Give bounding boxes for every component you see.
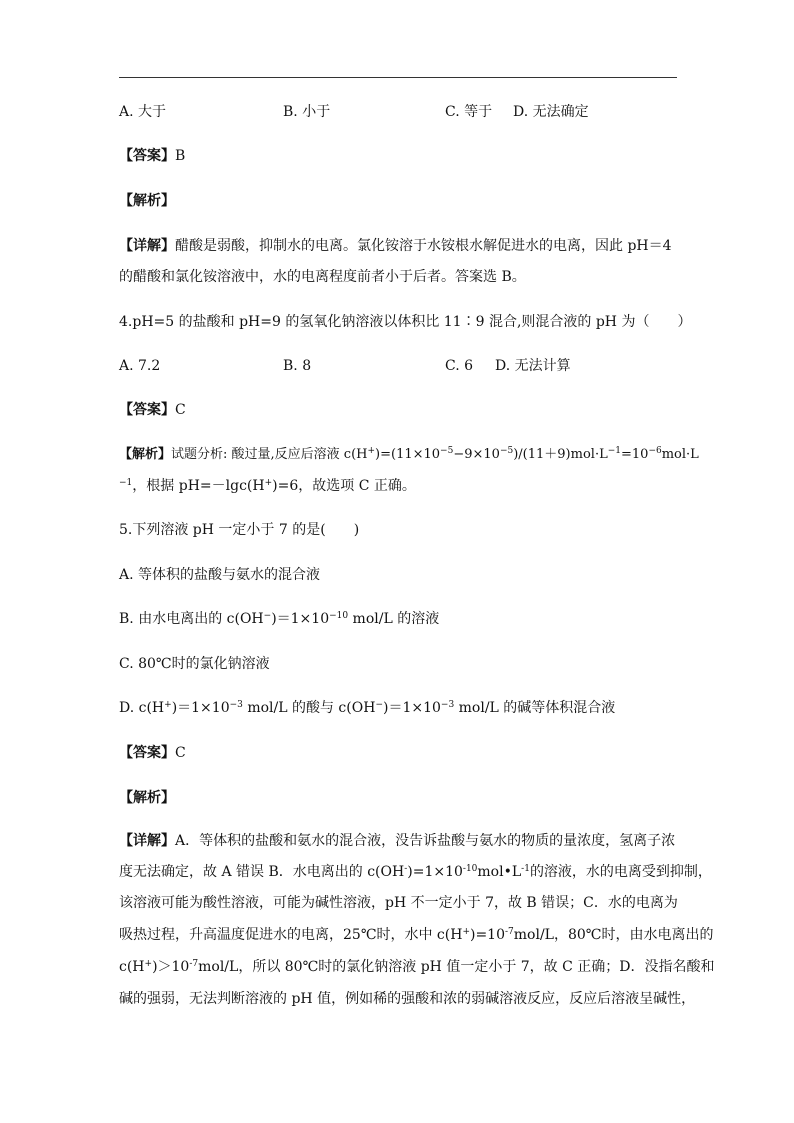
answer-value: B	[175, 148, 186, 164]
text: 试题分析: 酸过量,反应后溶液 c(H	[171, 447, 368, 462]
sup: -7	[505, 927, 514, 937]
sup: −6	[648, 446, 662, 456]
text: B. 由水电离出的 c(OH	[119, 611, 264, 627]
sup: -1	[521, 864, 530, 874]
q5-detail-line3: 该溶液可能为酸性溶液，可能为碱性溶液，pH 不一定小于 7，故 B 错误；C．水的电离为	[119, 895, 678, 911]
text: )=10	[469, 927, 505, 943]
sup: −5	[499, 446, 514, 456]
q5-stem: 5.下列溶液 pH 一定小于 7 的是( )	[119, 522, 360, 538]
detail-label: 【详解】	[119, 833, 175, 849]
sup: −3	[440, 700, 455, 710]
text: )=1×10	[407, 864, 463, 880]
sup: +	[367, 446, 376, 456]
text: mol/L 的溶液	[348, 611, 440, 627]
q4-stem: 4.pH=5 的盐酸和 pH=9 的氢氧化钠溶液以体积比 11∶9 混合,则混合液的 pH 为（ ）	[119, 314, 692, 330]
q3-answer	[119, 147, 185, 165]
q5-answer	[119, 744, 186, 762]
q4-option-d: D. 无法计算	[495, 358, 571, 374]
q4-option-c: C. 6	[445, 358, 474, 374]
q4-options	[119, 357, 679, 375]
q5-detail-line6: 碱的强弱，无法判断溶液的 pH 值，例如稀的强酸和浓的弱碱溶液反应，反应后溶液呈碱性，	[119, 991, 696, 1007]
analysis-label: 【解析】	[119, 447, 172, 462]
sup: −3	[229, 700, 243, 710]
q3-options	[119, 103, 679, 121]
answer-value: C	[175, 745, 186, 761]
q3-analysis-label: 【解析】	[119, 193, 175, 209]
q4-analysis-line2	[119, 477, 416, 495]
sup: +	[462, 927, 470, 937]
text: )＝1×10	[382, 700, 441, 716]
q3-detail-line1	[119, 237, 672, 255]
detail-text: 醋酸是弱酸，抑制水的电离。氯化铵溶于水铵根水解促进水的电离，因此 pH＝4	[175, 238, 672, 254]
q5-detail-line2	[119, 863, 712, 881]
text: )＞10	[152, 959, 190, 975]
q4-option-a: A. 7.2	[119, 358, 161, 374]
text: =10	[621, 447, 649, 462]
sup: +	[164, 700, 172, 710]
q5-option-c: C. 80℃时的氯化钠溶液	[119, 656, 270, 672]
text: A．等体积的盐酸和氨水的混合液，没告诉盐酸与氨水的物质的量浓度，氢离子浓	[175, 833, 676, 849]
answer-value: C	[175, 402, 186, 418]
sup: -7	[189, 959, 199, 969]
sup: −10	[329, 611, 349, 621]
q3-option-c: C. 等于	[445, 104, 493, 120]
q3-option-d: D. 无法确定	[513, 104, 589, 120]
answer-label: 【答案】	[119, 148, 175, 164]
q5-detail-line1	[119, 832, 675, 850]
text: ，根据 pH=－lgc(H	[132, 478, 265, 494]
text: mol/L 的酸与 c(OH	[242, 700, 376, 716]
q5-detail-line4	[119, 926, 713, 944]
text: )=(11×10	[375, 447, 441, 462]
text: mol/L，80℃时，由水电离出的	[513, 927, 714, 943]
text: 吸热过程，升高温度促进水的电离，25℃时，水中 c(H	[119, 927, 463, 943]
q3-option-a: A. 大于	[119, 104, 167, 120]
q5-option-d	[119, 699, 615, 717]
sup: −	[263, 611, 272, 621]
q5-option-b	[119, 610, 439, 628]
sup: +	[144, 959, 153, 969]
q4-analysis-line1	[119, 446, 699, 464]
sup: −5	[440, 446, 454, 456]
text: D. c(H	[119, 700, 165, 716]
text: 度无法确定，故 A 错误 B．水电离出的 c(OH	[119, 864, 405, 880]
sup: −	[375, 700, 383, 710]
q5-detail-line5	[119, 958, 715, 976]
text: mol·L	[661, 447, 699, 462]
text: c(H	[119, 959, 145, 975]
answer-label: 【答案】	[119, 402, 175, 418]
q4-answer	[119, 401, 186, 419]
text: mol/L，所以 80℃时的氯化钠溶液 pH 值一定小于 7，故 C 正确；D．没指名酸和	[198, 959, 715, 975]
sup: −1	[607, 446, 621, 456]
sup: -10	[462, 864, 478, 874]
detail-label: 【详解】	[119, 238, 175, 254]
text: )＝1×10	[171, 700, 230, 716]
sup: +	[264, 478, 273, 488]
text: −9×10	[453, 447, 500, 462]
text: mol/L 的碱等体积混合液	[454, 700, 616, 716]
sup: -	[404, 864, 408, 874]
q3-option-b: B. 小于	[283, 104, 331, 120]
q3-detail-line2: 的醋酸和氯化铵溶液中，水的电离程度前者小于后者。答案选 B。	[119, 269, 526, 285]
q5-analysis-label: 【解析】	[119, 790, 175, 806]
q5-option-a: A. 等体积的盐酸与氨水的混合液	[119, 567, 321, 583]
text: )＝1×10	[271, 611, 330, 627]
header-rule	[119, 77, 677, 78]
q4-option-b: B. 8	[283, 358, 312, 374]
sup: −1	[119, 478, 133, 488]
text: )/(11＋9)mol·L	[513, 447, 608, 462]
text: 的溶液，水的电离受到抑制，	[529, 864, 712, 880]
answer-label: 【答案】	[119, 745, 175, 761]
text: mol•L	[477, 864, 522, 880]
text: )=6，故选项 C 正确。	[272, 478, 416, 494]
